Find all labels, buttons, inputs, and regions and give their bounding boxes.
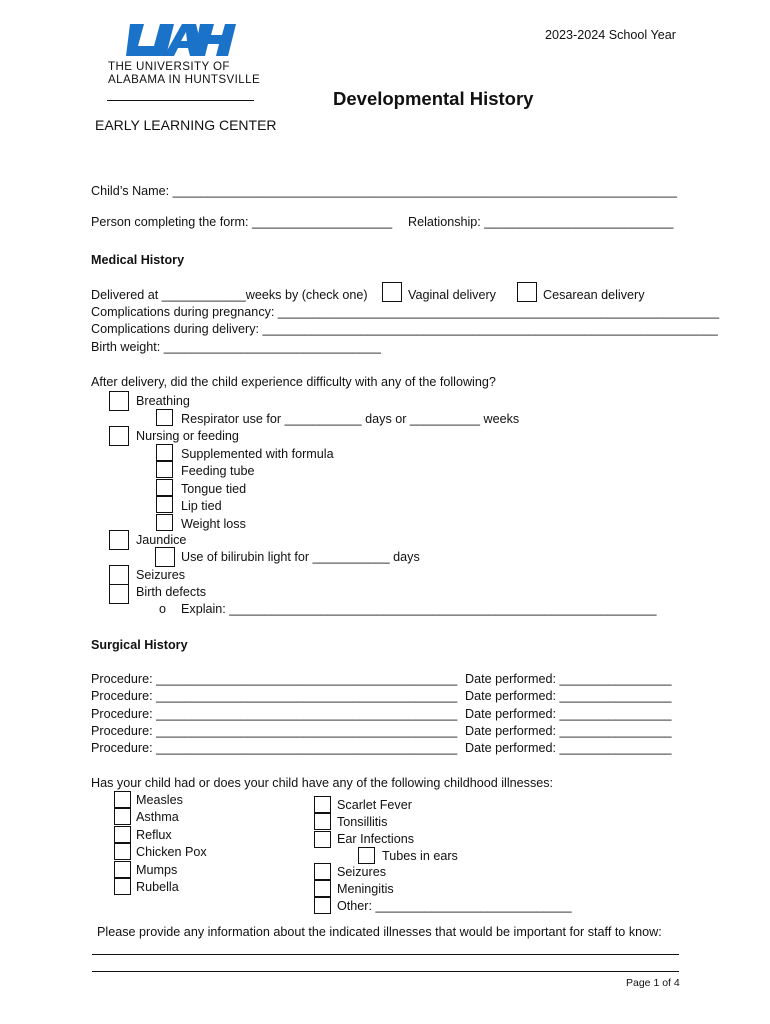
lip-tied-checkbox[interactable] (156, 496, 173, 513)
university-name-line2: ALABAMA IN HUNTSVILLE (108, 73, 261, 86)
rubella-checkbox[interactable] (114, 878, 131, 895)
meningitis-label: Meningitis (337, 882, 394, 896)
nursing-label: Nursing or feeding (136, 429, 239, 443)
seizures-illness-label: Seizures (337, 865, 386, 879)
jaundice-checkbox[interactable] (109, 530, 129, 550)
ear-infections-checkbox[interactable] (314, 831, 331, 848)
provide-info-prompt: Please provide any information about the indicated illnesses that would be important for staff to know: (97, 925, 662, 939)
mumps-label: Mumps (136, 863, 178, 877)
weight-loss-checkbox[interactable] (156, 514, 173, 531)
breathing-label: Breathing (136, 394, 190, 408)
jaundice-label: Jaundice (136, 533, 187, 547)
vaginal-delivery-label: Vaginal delivery (408, 288, 496, 302)
birth-weight-field[interactable]: Birth weight: _______________________________ (91, 340, 381, 354)
page-title: Developmental History (333, 88, 534, 109)
feeding-tube-checkbox[interactable] (156, 461, 173, 478)
reflux-label: Reflux (136, 828, 172, 842)
tongue-tied-label: Tongue tied (181, 482, 247, 496)
chicken-pox-label: Chicken Pox (136, 845, 207, 859)
child-name-field[interactable]: Child’s Name: ________________________________________________________________________ (91, 184, 677, 198)
cesarean-delivery-checkbox[interactable] (517, 282, 537, 302)
illnesses-question: Has your child had or does your child have any of the following childhood illnesses: (91, 776, 554, 790)
info-answer-line[interactable] (92, 954, 679, 955)
meningitis-checkbox[interactable] (314, 880, 331, 897)
procedure-field[interactable]: Procedure: ___________________________________________ (91, 741, 458, 755)
scarlet-fever-checkbox[interactable] (314, 796, 331, 813)
procedure-field[interactable]: Procedure: ___________________________________________ (91, 672, 458, 686)
university-logo (124, 22, 236, 58)
info-answer-line[interactable] (92, 971, 679, 972)
ear-infections-label: Ear Infections (337, 832, 415, 846)
relationship-field[interactable]: Relationship: ___________________________ (408, 215, 674, 229)
date-performed-field[interactable]: Date performed: ________________ (465, 741, 672, 755)
tongue-tied-checkbox[interactable] (156, 479, 173, 496)
measles-label: Measles (136, 793, 183, 807)
seizures-illness-checkbox[interactable] (314, 863, 331, 880)
after-delivery-question: After delivery, did the child experience difficulty with any of the following? (91, 375, 496, 389)
seizures-checkbox[interactable] (109, 565, 129, 585)
seizures-label: Seizures (136, 568, 185, 582)
lip-tied-label: Lip tied (181, 499, 222, 513)
tonsillitis-label: Tonsillitis (337, 815, 388, 829)
chicken-pox-checkbox[interactable] (114, 843, 131, 860)
complications-pregnancy-field[interactable]: Complications during pregnancy: _______________________________________________________________ (91, 305, 720, 319)
procedure-field[interactable]: Procedure: ___________________________________________ (91, 707, 458, 721)
rubella-label: Rubella (136, 880, 179, 894)
asthma-checkbox[interactable] (114, 808, 131, 825)
measles-checkbox[interactable] (114, 791, 131, 808)
delivered-at-field[interactable]: Delivered at ____________weeks by (check one) (91, 288, 368, 302)
scarlet-fever-label: Scarlet Fever (337, 798, 412, 812)
birth-defects-label: Birth defects (136, 585, 206, 599)
center-name: EARLY LEARNING CENTER (95, 117, 277, 133)
feeding-tube-label: Feeding tube (181, 464, 255, 478)
university-name-line1: THE UNIVERSITY OF (108, 60, 230, 73)
asthma-label: Asthma (136, 810, 179, 824)
complications-delivery-field[interactable]: Complications during delivery: _________________________________________________________________ (91, 322, 718, 336)
nursing-checkbox[interactable] (109, 426, 129, 446)
person-completing-field[interactable]: Person completing the form: ____________________ (91, 215, 393, 229)
bilirubin-field[interactable]: Use of bilirubin light for ___________ days (181, 550, 420, 564)
procedure-field[interactable]: Procedure: ___________________________________________ (91, 724, 458, 738)
supplemented-label: Supplemented with formula (181, 447, 334, 461)
respirator-field[interactable]: Respirator use for ___________ days or __________ weeks (181, 412, 520, 426)
explain-bullet: o (159, 602, 167, 616)
vaginal-delivery-checkbox[interactable] (382, 282, 402, 302)
respirator-checkbox[interactable] (156, 409, 173, 426)
reflux-checkbox[interactable] (114, 826, 131, 843)
page-number: Page 1 of 4 (626, 977, 680, 989)
mumps-checkbox[interactable] (114, 861, 131, 878)
date-performed-field[interactable]: Date performed: ________________ (465, 672, 672, 686)
other-field[interactable]: Other: ____________________________ (337, 899, 572, 913)
date-performed-field[interactable]: Date performed: ________________ (465, 689, 672, 703)
date-performed-field[interactable]: Date performed: ________________ (465, 724, 672, 738)
bilirubin-checkbox[interactable] (155, 547, 175, 567)
weight-loss-label: Weight loss (181, 517, 246, 531)
tubes-in-ears-label: Tubes in ears (382, 849, 458, 863)
procedure-field[interactable]: Procedure: ___________________________________________ (91, 689, 458, 703)
logo-divider (107, 100, 254, 101)
surgical-history-heading: Surgical History (91, 638, 188, 652)
supplemented-checkbox[interactable] (156, 444, 173, 461)
uah-logo-icon (124, 22, 236, 58)
tubes-in-ears-checkbox[interactable] (358, 847, 375, 864)
explain-field[interactable]: Explain: _____________________________________________________________ (181, 602, 657, 616)
tonsillitis-checkbox[interactable] (314, 813, 331, 830)
school-year: 2023-2024 School Year (545, 28, 676, 42)
other-checkbox[interactable] (314, 897, 331, 914)
cesarean-delivery-label: Cesarean delivery (543, 288, 645, 302)
breathing-checkbox[interactable] (109, 391, 129, 411)
birth-defects-checkbox[interactable] (109, 584, 129, 604)
date-performed-field[interactable]: Date performed: ________________ (465, 707, 672, 721)
medical-history-heading: Medical History (91, 253, 185, 267)
